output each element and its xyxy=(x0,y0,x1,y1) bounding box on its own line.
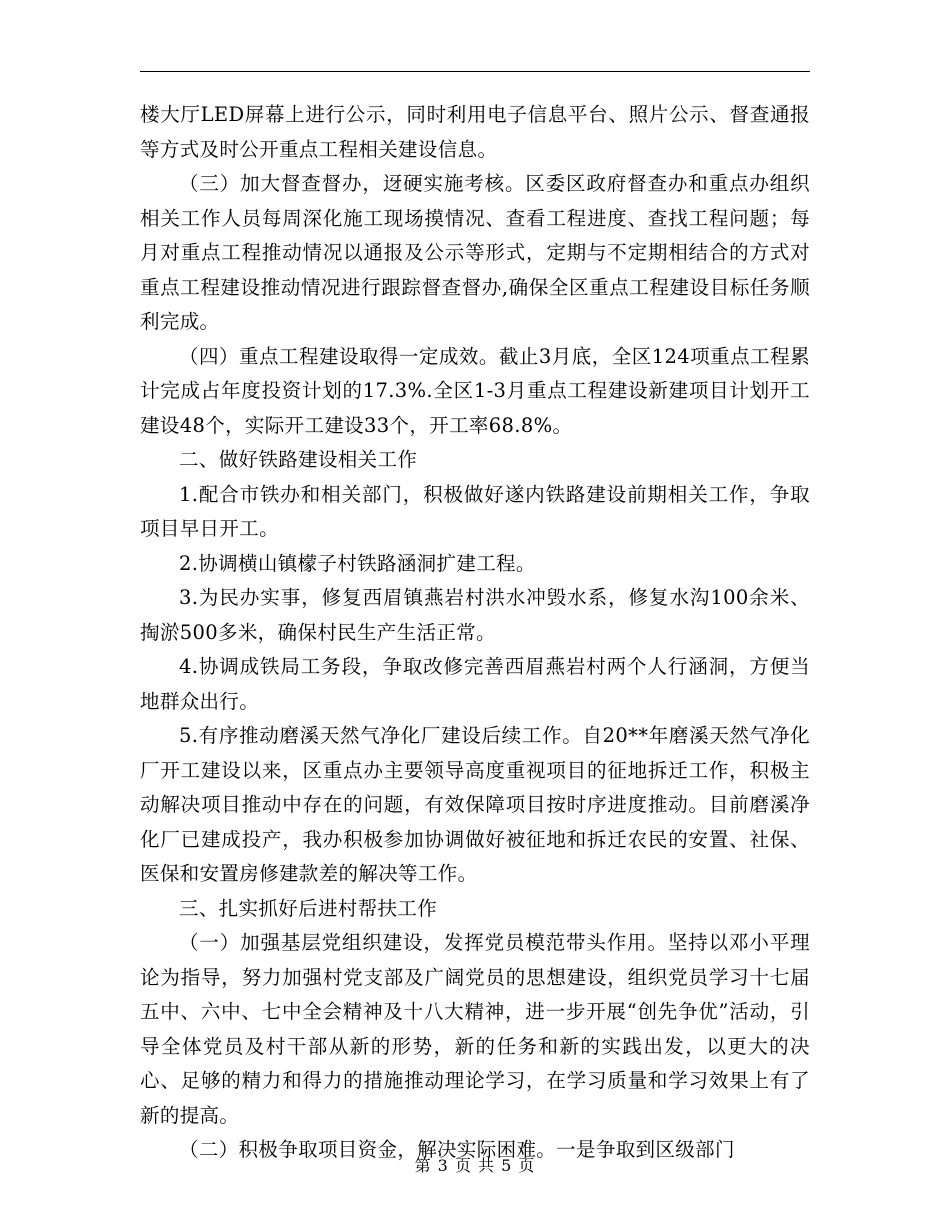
paragraph: 4.协调成铁局工务段，争取改修完善西眉燕岩村两个人行涵洞，方便当地群众出行。 xyxy=(140,655,810,713)
paragraph: 2.协调横山镇檬子村铁路涵洞扩建工程。 xyxy=(179,551,536,575)
paragraph: （二）积极争取项目资金，解决实际困难。一是争取到区级部门 xyxy=(179,1138,735,1161)
paragraph: （三）加大督查督办，迓硬实施考核。区委区政府督查办和重点办组织相关工作人员每周深化施工现场摸情况、查看工程进度、查找工程问题；每月对重点工程推动情况以通报及公示等形式，定期与不定期相结合的方式对重点工程建设推动情况进行跟踪督查督办,确保全区重点工程建设目标任务顺利完成。 xyxy=(140,172,810,333)
paragraph: 5.有序推动磨溪天然气净化厂建设后续工作。自20**年磨溪天然气净化厂开工建设以来，区重点办主要领导高度重视项目的征地拆迁工作，积极主动解决项目推动中存在的问题，有效保障项目按时序进度推动。目前磨溪净化厂已建成投产，我办积极参加协调做好被征地和拆迁农民的安置、社保、医保和安置房修建款差的解决等工作。 xyxy=(140,724,810,885)
paragraph: 3.为民办实事，修复西眉镇燕岩村洪水冲毁水系，修复水沟100余米、掏淤500多米，确保村民生产生活正常。 xyxy=(140,586,810,644)
section-heading: 三、扎实抓好后进村帮扶工作 xyxy=(179,896,438,920)
header-rule xyxy=(140,71,810,72)
paragraph: 楼大厅LED屏幕上进行公示，同时利用电子信息平台、照片公示、督查通报等方式及时公开重点工程相关建设信息。 xyxy=(140,103,810,161)
section-heading: 二、做好铁路建设相关工作 xyxy=(179,448,418,471)
paragraph: （一）加强基层党组织建设，发挥党员模范带头作用。坚持以邓小平理论为指导，努力加强村党支部及广阔党员的思想建设，组织党员学习十七届五中、六中、七中全会精神及十八大精神，进一步开展“创先争优”活动，引导全体党员及村干部从新的形势，新的任务和新的实践出发，以更大的决心、足够的精力和得力的措施推动理论学习，在学习质量和学习效果上有了新的提高。 xyxy=(140,931,810,1127)
paragraph: 1.配合市铁办和相关部门，积极做好遂内铁路建设前期相关工作，争取项目早日开工。 xyxy=(140,482,810,540)
document-body xyxy=(140,98,810,1168)
page-number: 第 3 页 共 5 页 xyxy=(414,1156,536,1175)
paragraph: （四）重点工程建设取得一定成效。截止3月底，全区124项重点工程累计完成占年度投资计划的17.3%.全区1-3月重点工程建设新建项目计划开工建设48个，实际开工建设33个，开工率68.8%。 xyxy=(140,344,810,437)
